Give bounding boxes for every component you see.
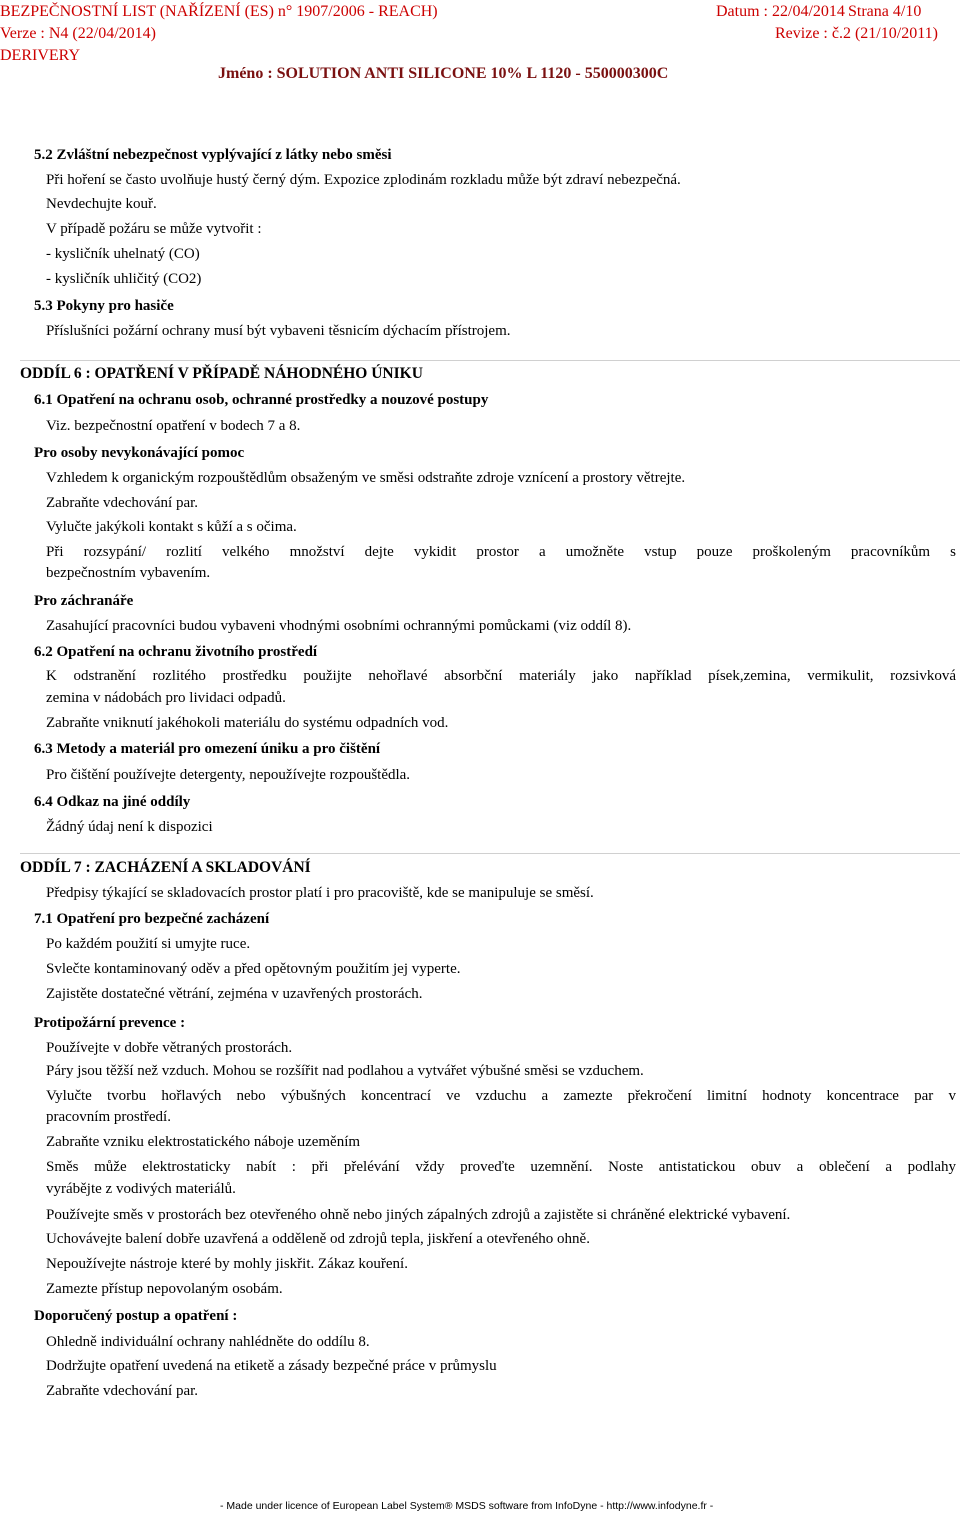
paragraph: Dodržujte opatření uvedená na etiketě a zásady bezpečné práce v průmyslu [46, 1358, 497, 1374]
paragraph: Ohledně individuální ochrany nahlédněte do oddílu 8. [46, 1334, 370, 1350]
paragraph-line: Vylučte tvorbu hořlavých nebo výbušných koncentrací ve vzduchu a zamezte překročení limitní hodnoty koncentrace par v [46, 1088, 956, 1104]
footer-licence-text: - Made under licence of European Label System® MSDS software from InfoDyne - http://www.infodyne.fr - [220, 1500, 714, 1512]
subsection-6-3-heading: 6.3 Metody a materiál pro omezení úniku a pro čištění [34, 741, 381, 757]
list-item: - kysličník uhličitý (CO2) [46, 271, 202, 287]
paragraph: Svlečte kontaminovaný oděv a před opětovným použitím jej vyperte. [46, 961, 461, 977]
product-name: Jméno : SOLUTION ANTI SILICONE 10% L 1120 - 550000300C [218, 65, 669, 82]
paragraph: Páry jsou těžší než vzduch. Mohou se rozšířit nad podlahou a vytvářet výbušné směsi se vzduchem. [46, 1063, 644, 1079]
subsection-5-2-heading: 5.2 Zvláštní nebezpečnost vyplývající z látky nebo směsi [34, 147, 392, 163]
paragraph: Předpisy týkající se skladovacích prostor platí i pro pracoviště, kde se manipuluje se směsí. [46, 885, 594, 901]
document-title: BEZPEČNOSTNÍ LIST (NAŘÍZENÍ (ES) n° 1907/2006 - REACH) [0, 3, 438, 20]
paragraph: Nepoužívejte nástroje které by mohly jiskřit. Zákaz kouření. [46, 1256, 408, 1272]
paragraph: Vzhledem k organickým rozpouštědlům obsaženým ve směsi odstraňte zdroje vznícení a prostory větrejte. [46, 470, 686, 486]
document-date: Datum : 22/04/2014 [716, 3, 845, 20]
paragraph: Žádný údaj není k dispozici [46, 819, 213, 835]
paragraph: Vylučte jakýkoli kontakt s kůží a s očima. [46, 519, 297, 535]
company-name: DERIVERY [0, 47, 80, 64]
paragraph: Při hoření se často uvolňuje hustý černý dým. Expozice zplodinám rozkladu může být zdraví nebezpečná. [46, 172, 681, 188]
section-divider [20, 360, 960, 361]
paragraph-line: vyrábějte z vodivých materiálů. [46, 1181, 236, 1197]
paragraph-line: Při rozsypání/ rozlití velkého množství dejte vykidit prostor a umožněte vstup pouze proškoleným pracovníkům s [46, 544, 956, 560]
section-6-title: ODDÍL 6 : OPATŘENÍ V PŘÍPADĚ NÁHODNÉHO ÚNIKU [20, 365, 423, 382]
paragraph: Zajistěte dostatečné větrání, zejména v uzavřených prostorách. [46, 986, 423, 1002]
paragraph: Zasahující pracovníci budou vybaveni vhodnými osobními ochrannými pomůckami (viz oddíl 8). [46, 618, 632, 634]
subheading-rescuers: Pro záchranáře [34, 593, 134, 609]
paragraph: Příslušníci požární ochrany musí být vybaveni těsnicím dýchacím přístrojem. [46, 323, 511, 339]
subsection-6-4-heading: 6.4 Odkaz na jiné oddíly [34, 794, 191, 810]
paragraph: V případě požáru se může vytvořit : [46, 221, 262, 237]
section-divider [20, 853, 960, 854]
paragraph: Zabraňte vdechování par. [46, 1383, 199, 1399]
document-revision: Revize : č.2 (21/10/2011) [775, 25, 938, 42]
paragraph-line: pracovním prostředí. [46, 1109, 171, 1125]
list-item: - kysličník uhelnatý (CO) [46, 246, 200, 262]
subheading-fire-prevention: Protipožární prevence : [34, 1015, 186, 1031]
section-7-title: ODDÍL 7 : ZACHÁZENÍ A SKLADOVÁNÍ [20, 859, 311, 876]
paragraph: Zabraňte vdechování par. [46, 495, 199, 511]
paragraph: Po každém použití si umyjte ruce. [46, 936, 251, 952]
paragraph: Uchovávejte balení dobře uzavřená a odděleně od zdrojů tepla, jiskření a otevřeného ohně. [46, 1231, 590, 1247]
paragraph-line: Směs může elektrostaticky nabít : při přelévání vždy proveďte uzemnění. Noste antistatickou obuv a oblečení a podlahy [46, 1159, 956, 1175]
paragraph-line: K odstranění rozlitého prostředku použijte nehořlavé absorbční materiály jako například písek,zemina, vermikulit, rozsivková [46, 668, 956, 684]
paragraph: Zabraňte vniknutí jakéhokoli materiálu do systému odpadních vod. [46, 715, 449, 731]
page-number: Strana 4/10 [848, 3, 922, 20]
subsection-5-3-heading: 5.3 Pokyny pro hasiče [34, 298, 174, 314]
subsection-6-1-heading: 6.1 Opatření na ochranu osob, ochranné prostředky a nouzové postupy [34, 392, 489, 408]
paragraph: Viz. bezpečnostní opatření v bodech 7 a 8. [46, 418, 301, 434]
subsection-6-2-heading: 6.2 Opatření na ochranu životního prostředí [34, 644, 318, 660]
paragraph: Pro čištění používejte detergenty, nepoužívejte rozpouštědla. [46, 767, 411, 783]
paragraph: Zamezte přístup nepovolaným osobám. [46, 1281, 283, 1297]
paragraph: Používejte v dobře větraných prostorách. [46, 1040, 293, 1056]
paragraph: Zabraňte vzniku elektrostatického náboje uzeměním [46, 1134, 361, 1150]
paragraph-line: bezpečnostním vybavením. [46, 565, 211, 581]
subsection-7-1-heading: 7.1 Opatření pro bezpečné zacházení [34, 911, 270, 927]
paragraph: Používejte směs v prostorách bez otevřeného ohně nebo jiných zápalných zdrojů a zajistěte si chráněné elektrické vybavení. [46, 1207, 791, 1223]
document-version: Verze : N4 (22/04/2014) [0, 25, 156, 42]
paragraph-line: zemina v nádobách pro lividaci odpadů. [46, 690, 286, 706]
paragraph: Nevdechujte kouř. [46, 196, 157, 212]
subheading-non-emergency: Pro osoby nevykonávající pomoc [34, 445, 245, 461]
subheading-recommended-procedure: Doporučený postup a opatření : [34, 1308, 238, 1324]
